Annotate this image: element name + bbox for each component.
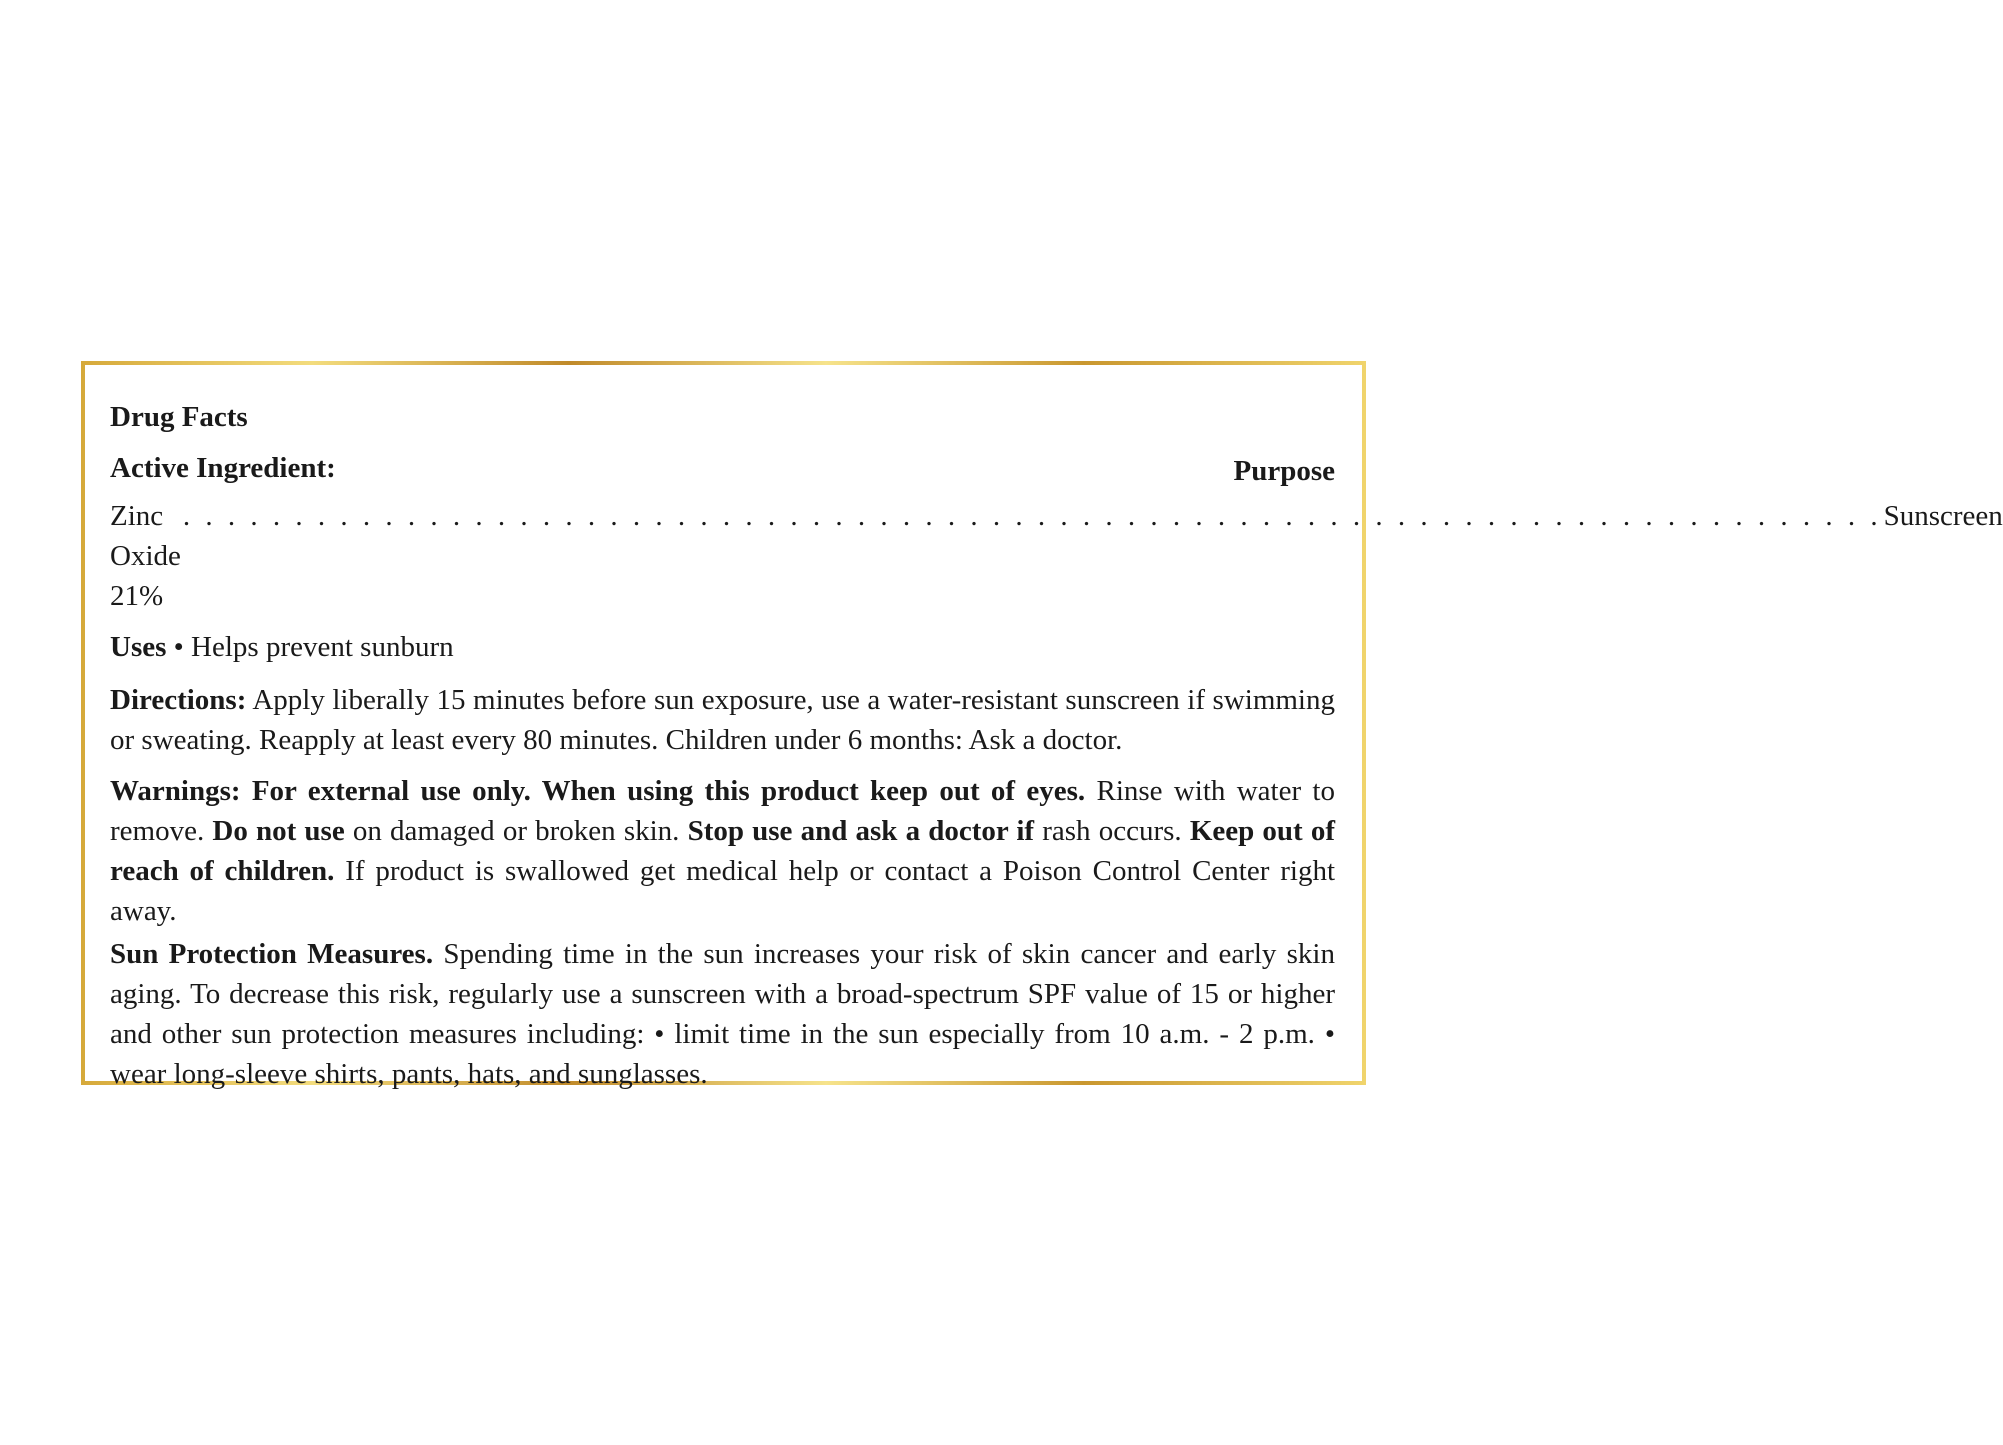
directions-section xyxy=(110,680,1335,760)
sun-protection-text: Spending time in the sun increases your risk of skin cancer and early skin aging. To decrease this risk, regularly use a sunscreen with a broad-spectrum SPF value of 15 or higher and other sun protection measures including: • limit time in the sun especially from 10 a.m. - 2 p.m. • wear long-sleeve shirts, pants, hats, and sunglasses. xyxy=(110,938,1335,1090)
ingredient-name: Zinc Oxide 21% xyxy=(110,500,181,612)
purpose-heading: Purpose xyxy=(1233,455,1335,487)
uses-heading: Uses xyxy=(110,631,167,663)
directions-text: Apply liberally 15 minutes before sun exposure, use a water-resistant sunscreen if swimming or sweating. Reapply at least every 80 minutes. Children under 6 months: Ask a doctor. xyxy=(110,684,1335,756)
drug-facts-title: Drug Facts xyxy=(110,401,248,433)
ingredient-purpose: Sunscreen xyxy=(1883,500,2003,532)
ingredient-dot-leader: . . . . . . . . . . . . . . . . . . . . . . . . . . . . . . . . . . . . . . . . . . . . . . . . . . . . . . . . . . . . . . . . . . . . . . . . . . . . xyxy=(182,500,1882,532)
active-ingredient-heading: Active Ingredient: xyxy=(110,452,336,484)
warnings-text-swallowed: If product is swallowed get medical help or contact a Poison Control Center right away. xyxy=(110,855,1335,927)
drug-facts-panel xyxy=(85,365,2003,1090)
warnings-heading: Warnings: For external use only. When using this product keep out of eyes. xyxy=(110,775,1086,807)
sun-protection-section xyxy=(110,934,1335,1094)
active-ingredient-header-row xyxy=(110,448,1335,488)
drug-facts-label-frame xyxy=(81,361,2003,1090)
warnings-do-not-use: Do not use xyxy=(212,815,345,847)
warnings-stop-use: Stop use and ask a doctor if xyxy=(687,815,1035,847)
warnings-section xyxy=(110,771,1335,931)
warnings-text-damaged-skin: on damaged or broken skin. xyxy=(344,815,688,847)
sun-protection-heading: Sun Protection Measures. xyxy=(110,938,434,970)
directions-heading: Directions: xyxy=(110,684,247,716)
uses-section xyxy=(110,627,1335,667)
uses-text: • Helps prevent sunburn xyxy=(166,631,454,663)
warnings-text-rinse: Rinse with water to remove. xyxy=(110,775,1335,847)
warnings-text-rash: rash occurs. xyxy=(1034,815,1190,847)
ingredient-row xyxy=(110,496,2003,616)
warnings-keep-out-of-reach: Keep out of reach of children. xyxy=(110,815,1335,887)
